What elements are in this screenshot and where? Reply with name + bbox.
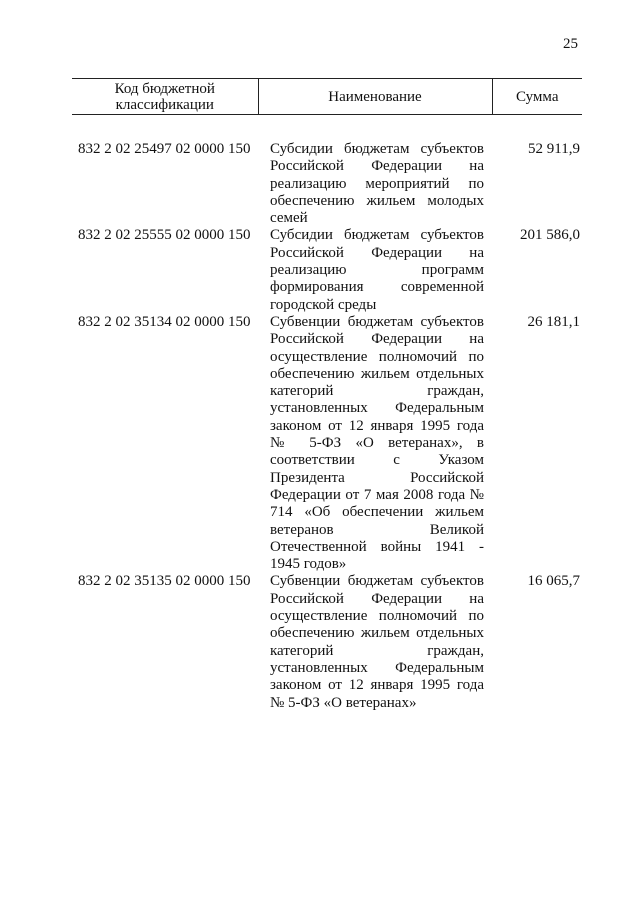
row-code: 832 2 02 35135 02 0000 150 xyxy=(78,573,251,590)
header-sum: Сумма xyxy=(492,79,582,115)
table-header xyxy=(72,79,582,115)
table-row xyxy=(72,573,582,711)
table-row xyxy=(72,141,582,227)
table-row xyxy=(72,314,582,573)
row-name: Субсидии бюджетам субъектов Российской Федерации на реализацию программ формирования современной городской среды xyxy=(270,227,484,313)
header-code: Код бюджетной классификации xyxy=(72,79,258,115)
table-row xyxy=(72,227,582,313)
row-sum: 26 181,1 xyxy=(527,313,580,330)
row-name: Субвенции бюджетам субъектов Российской Федерации на осуществление полномочий по обеспечению жильем отдельных категорий граждан, установленных Федеральным законом от 12 января 1995 года № 5-ФЗ «О ветеранах», в соответствии с Указом Президента Российской Федерации от 7 мая 2008 года № 714 «Об обеспечении жильем ветеранов Великой Отечественной войны 1941 - 1945 годов» xyxy=(270,313,484,573)
budget-table xyxy=(72,78,582,712)
page-number: 25 xyxy=(563,36,578,52)
header-spacer xyxy=(72,115,582,142)
row-sum: 16 065,7 xyxy=(527,573,580,590)
header-name: Наименование xyxy=(258,79,492,115)
row-code: 832 2 02 25555 02 0000 150 xyxy=(78,227,251,244)
row-sum: 201 586,0 xyxy=(520,227,580,244)
row-code: 832 2 02 25497 02 0000 150 xyxy=(78,141,251,157)
row-code: 832 2 02 35134 02 0000 150 xyxy=(78,313,251,330)
row-name: Субвенции бюджетам субъектов Российской Федерации на осуществление полномочий по обеспечению жильем отдельных категорий граждан, установленных Федеральным законом от 12 января 1995 года № 5-ФЗ «О ветеранах» xyxy=(270,573,484,711)
row-sum: 52 911,9 xyxy=(528,141,580,157)
row-name: Субсидии бюджетам субъектов Российской Федерации на реализацию мероприятий по обеспечению жильем молодых семей xyxy=(270,141,484,227)
table-body xyxy=(72,115,582,712)
